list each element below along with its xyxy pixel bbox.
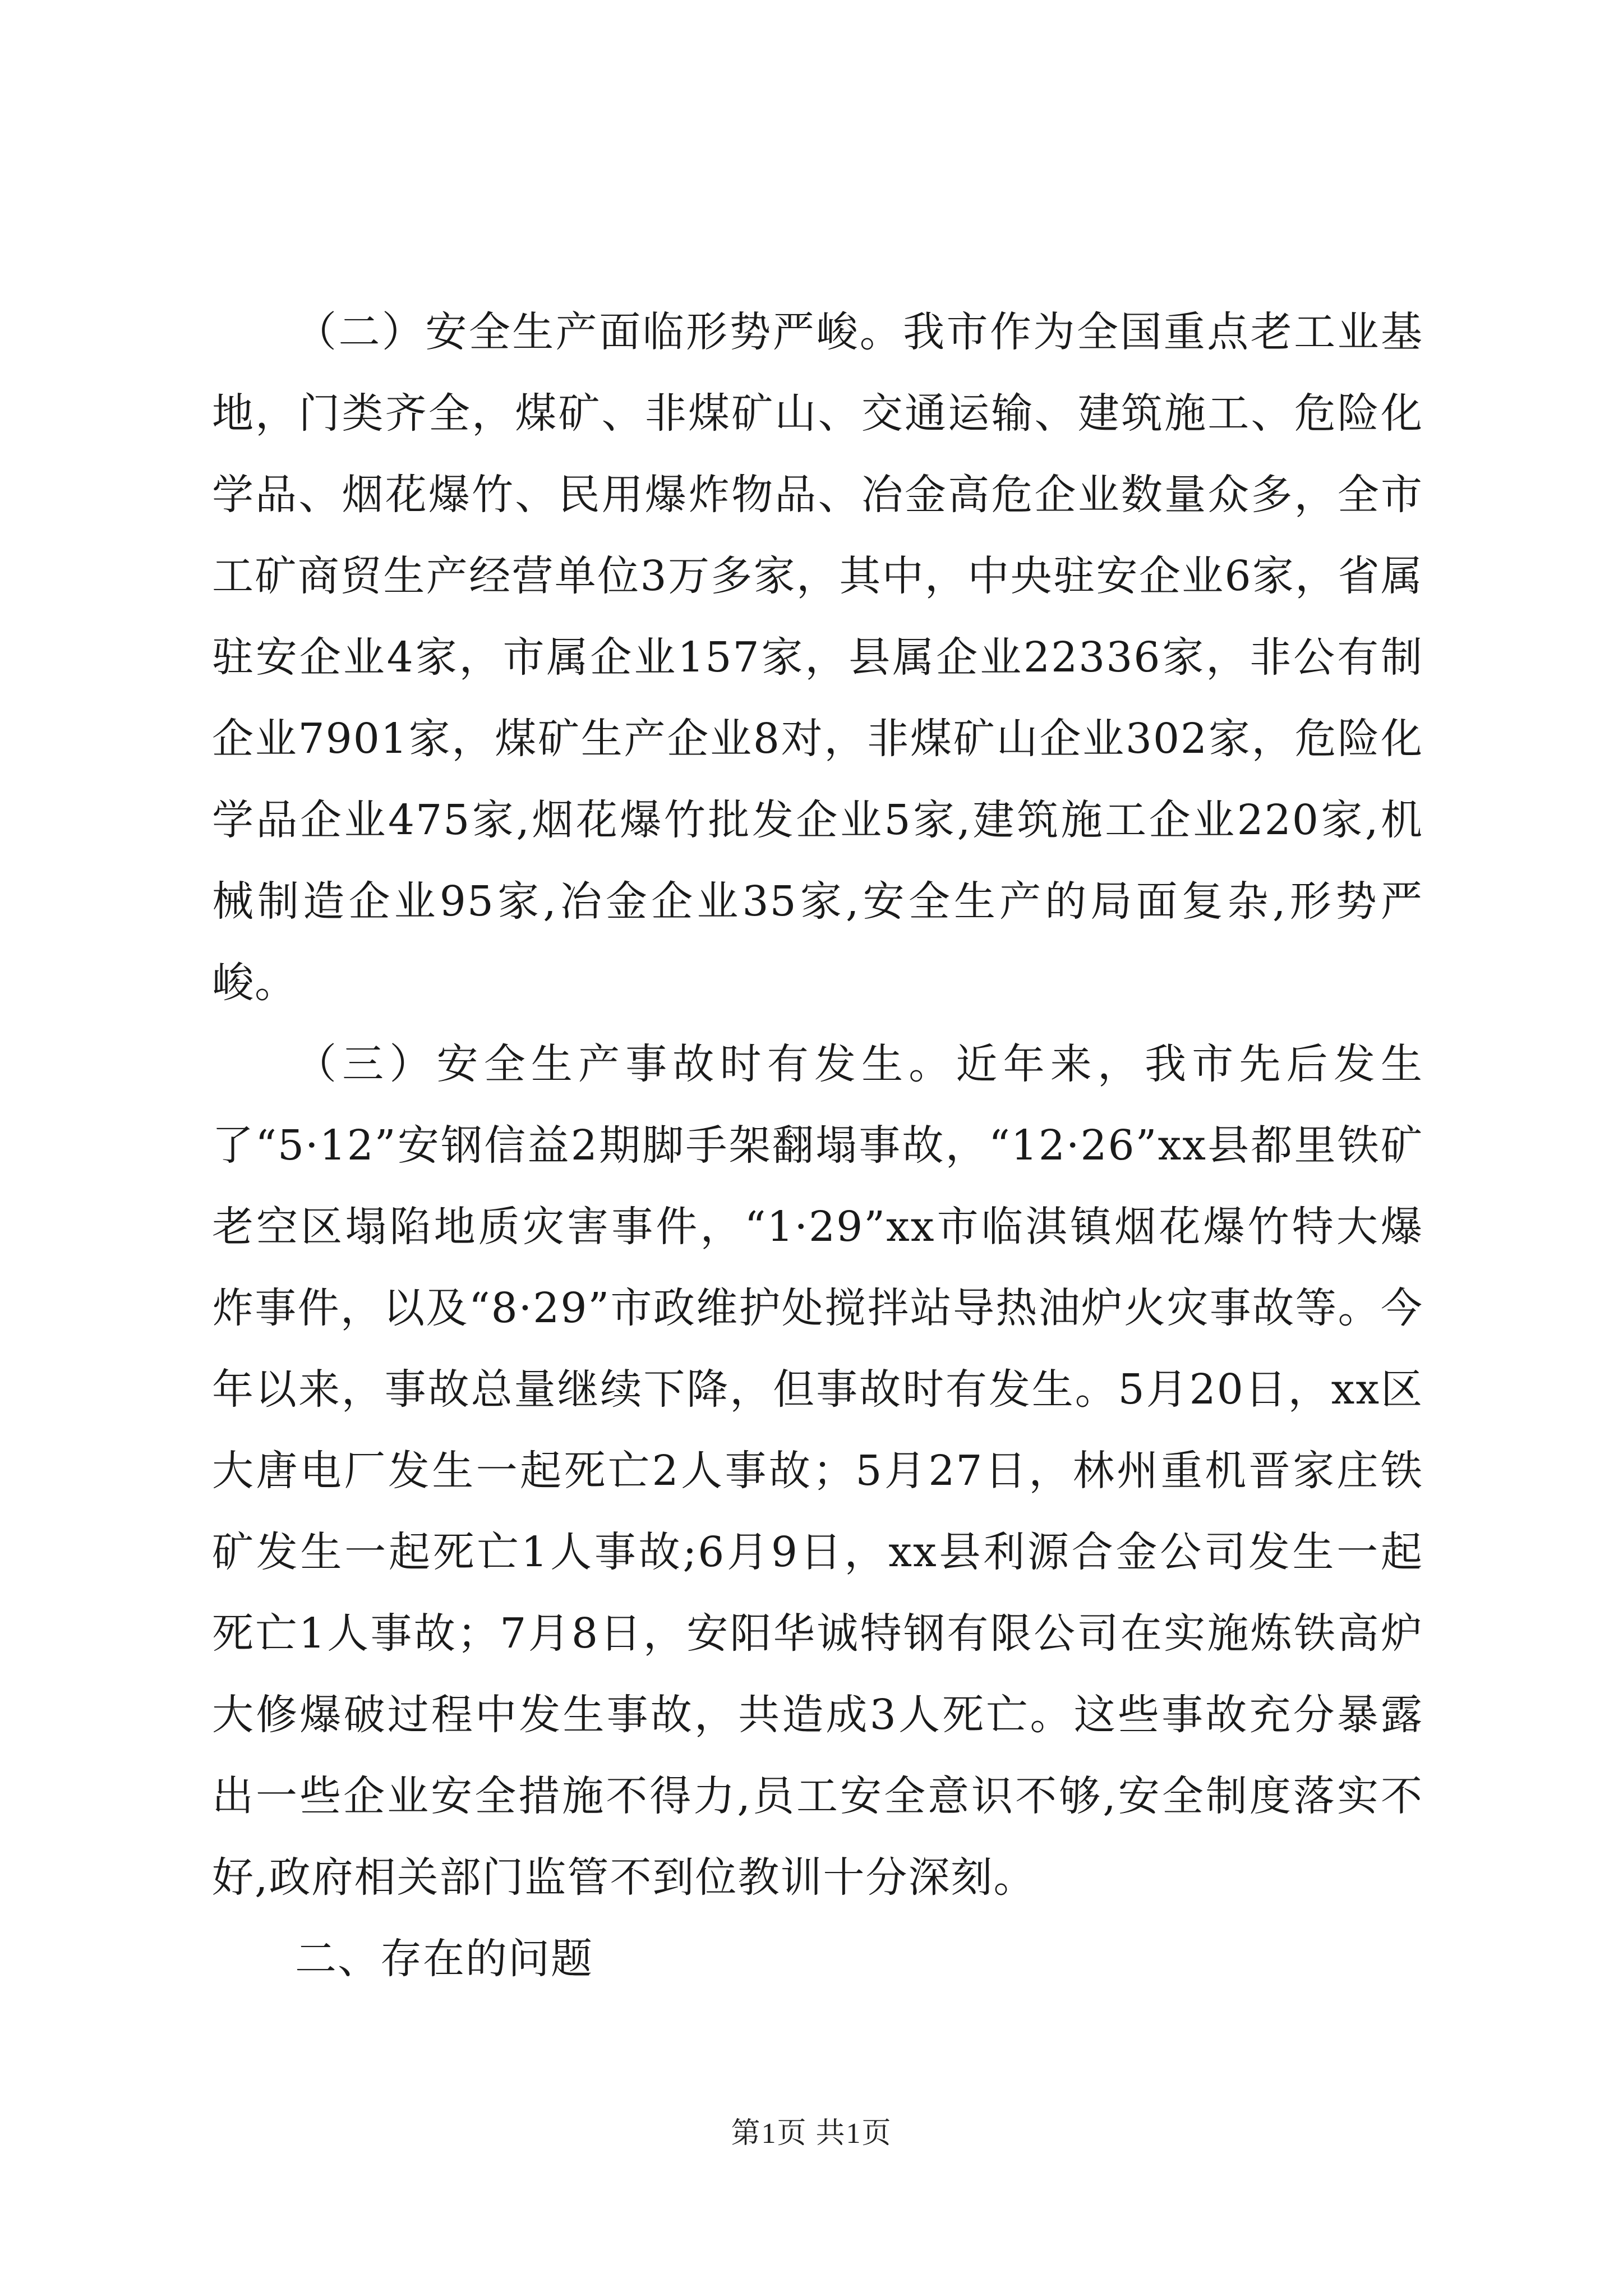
page-footer: 第1页 共1页 [731, 2118, 892, 2150]
paragraph-safety-situation: （二）安全生产面临形势严峻。我市作为全国重点老工业基地，门类齐全，煤矿、非煤矿山、交通运输、建筑施工、危险化学品、烟花爆竹、民用爆炸物品、冶金高危企业数量众多，全市工矿商贸生产经营单位3万多家，其中，中央驻安企业6家，省属驻安企业4家，市属企业157家，县属企业22336家，非公有制企业7901家，煤矿生产企业8对，非煤矿山企业302家，危险化学品企业475家,烟花爆竹批发企业5家,建筑施工企业220家,机械制造企业95家,冶金企业35家,安全生产的局面复杂,形势严峻。 [212, 308, 1423, 1007]
section-heading: 二、存在的问题 [295, 1935, 593, 1983]
paragraph-safety-accidents: （三）安全生产事故时有发生。近年来，我市先后发生了“5·12”安钢信益2期脚手架翻塌事故，“12·26”xx县都里铁矿老空区塌陷地质灾害事件，“1·29”xx市临淇镇烟花爆竹特大爆炸事件，以及“8·29”市政维护处搅拌站导热油炉火灾事故等。今年以来，事故总量继续下降，但事故时有发生。5月20日，xx区大唐电厂发生一起死亡2人事故；5月27日，林州重机晋家庄铁矿发生一起死亡1人事故;6月9日，xx县利源合金公司发生一起死亡1人事故；7月8日，安阳华诚特钢有限公司在实施炼铁高炉大修爆破过程中发生事故，共造成3人死亡。这些事故充分暴露出一些企业安全措施不得力,员工安全意识不够,安全制度落实不好,政府相关部门监管不到位教训十分深刻。 [212, 1040, 1423, 1902]
document-body [212, 292, 1423, 2000]
